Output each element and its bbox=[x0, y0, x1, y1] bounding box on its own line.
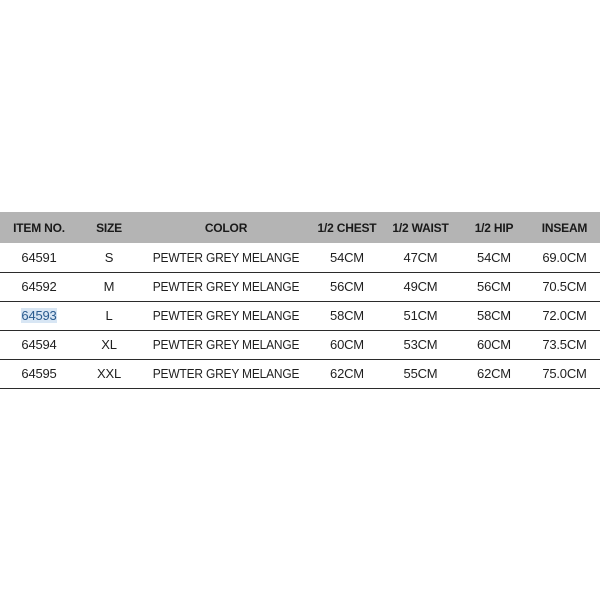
header-size: SIZE bbox=[96, 220, 122, 235]
cell-item-no: 64592 bbox=[21, 279, 57, 294]
cell-color: PEWTER GREY MELANGE bbox=[152, 279, 300, 294]
cell-color: PEWTER GREY MELANGE bbox=[152, 366, 300, 381]
cell-inseam: 72.0CM bbox=[542, 308, 587, 323]
cell-inseam: 69.0CM bbox=[542, 249, 587, 265]
cell-half-hip: 58CM bbox=[477, 308, 511, 323]
header-color: COLOR bbox=[204, 220, 248, 235]
cell-half-hip: 60CM bbox=[477, 337, 511, 352]
cell-half-chest: 56CM bbox=[330, 279, 364, 294]
cell-size: L bbox=[105, 308, 113, 323]
selected-text[interactable]: 64593 bbox=[21, 308, 57, 323]
cell-half-chest: 62CM bbox=[330, 366, 364, 381]
cell-half-hip: 62CM bbox=[477, 366, 511, 381]
cell-half-waist: 49CM bbox=[403, 279, 438, 294]
cell-size: S bbox=[104, 249, 114, 265]
size-chart-table bbox=[0, 212, 600, 389]
cell-item-no[interactable] bbox=[0, 301, 78, 330]
cell-color: PEWTER GREY MELANGE bbox=[152, 308, 300, 323]
cell-item-no: 64595 bbox=[21, 366, 57, 381]
header-half-chest: 1/2 CHEST bbox=[317, 220, 377, 235]
cell-color: PEWTER GREY MELANGE bbox=[152, 337, 300, 352]
cell-half-waist: 55CM bbox=[403, 366, 438, 381]
cell-size: XXL bbox=[97, 366, 121, 381]
table-row bbox=[0, 272, 600, 301]
cell-half-hip: 54CM bbox=[477, 249, 511, 265]
cell-inseam: 73.5CM bbox=[542, 337, 587, 352]
table-row bbox=[0, 301, 600, 330]
cell-inseam: 75.0CM bbox=[542, 366, 587, 381]
cell-color: PEWTER GREY MELANGE bbox=[152, 249, 300, 265]
header-row bbox=[0, 212, 600, 243]
table-row bbox=[0, 330, 600, 359]
header-half-waist: 1/2 WAIST bbox=[392, 220, 449, 235]
table-row bbox=[0, 243, 600, 272]
cell-half-waist: 51CM bbox=[403, 308, 438, 323]
header-half-hip: 1/2 HIP bbox=[474, 220, 514, 235]
cell-half-waist: 53CM bbox=[403, 337, 438, 352]
cell-inseam: 70.5CM bbox=[542, 279, 587, 294]
header-item-no: ITEM NO. bbox=[13, 220, 65, 235]
cell-half-chest: 54CM bbox=[330, 249, 364, 265]
cell-half-waist: 47CM bbox=[403, 249, 438, 265]
table-row bbox=[0, 359, 600, 388]
cell-half-hip: 56CM bbox=[477, 279, 511, 294]
cell-item-no: 64591 bbox=[21, 249, 57, 265]
cell-half-chest: 58CM bbox=[330, 308, 364, 323]
cell-size: XL bbox=[101, 337, 117, 352]
cell-item-no: 64594 bbox=[21, 337, 57, 352]
cell-size: M bbox=[103, 279, 115, 294]
header-inseam: INSEAM bbox=[541, 220, 588, 235]
cell-half-chest: 60CM bbox=[330, 337, 364, 352]
